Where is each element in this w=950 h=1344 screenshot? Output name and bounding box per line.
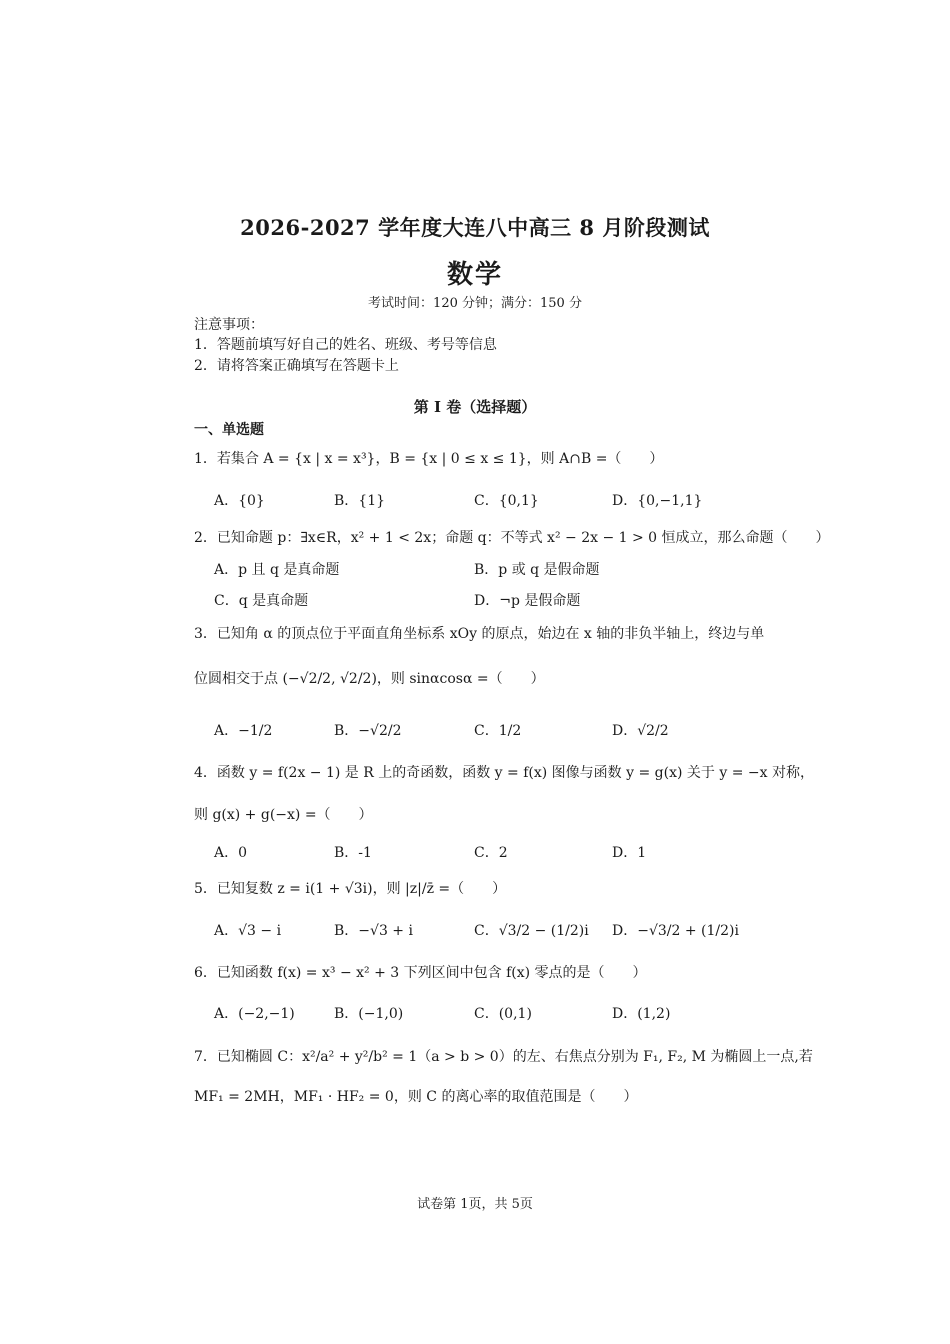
option-c: C．q 是真命题 <box>214 593 309 609</box>
part-heading: 一、单选题 <box>194 422 264 438</box>
notice-item: 1．答题前填写好自己的姓名、班级、考号等信息 <box>194 337 497 353</box>
option-c: C．2 <box>474 845 508 861</box>
exam-title: 2026-2027 学年度大连八中高三 8 月阶段测试 <box>240 215 710 240</box>
option-d: D．−√3/2 + (1/2)i <box>612 923 739 939</box>
option-c: C．(0,1) <box>474 1006 532 1022</box>
exam-info: 考试时间：120 分钟；满分：150 分 <box>368 296 582 311</box>
section-title: 第 I 卷（选择题） <box>413 398 537 416</box>
option-a: A．{0} <box>214 493 265 509</box>
option-a: A．−1/2 <box>214 723 273 739</box>
notice-heading: 注意事项： <box>194 317 264 333</box>
option-c: C．1/2 <box>474 723 522 739</box>
option-b: B．p 或 q 是假命题 <box>474 562 600 578</box>
option-d: D．¬p 是假命题 <box>474 593 581 609</box>
question-stem: 7．已知椭圆 C：x²/a² + y²/b² = 1（a > b > 0）的左、右焦点分别为 F₁, F₂, M 为椭圆上一点,若 <box>194 1049 813 1065</box>
question-stem-continued: 位圆相交于点 (−√2/2, √2/2)，则 sinαcosα =（ ） <box>194 671 545 687</box>
option-b: B．−√2/2 <box>334 723 402 739</box>
question-stem: 1．若集合 A = {x | x = x³}，B = {x | 0 ≤ x ≤ 1}，则 A∩B =（ ） <box>194 451 664 467</box>
option-c: C．{0,1} <box>474 493 539 509</box>
question-stem: 4．函数 y = f(2x − 1) 是 R 上的奇函数，函数 y = f(x) 图像与函数 y = g(x) 关于 y = −x 对称， <box>194 765 814 781</box>
option-a: A．p 且 q 是真命题 <box>214 562 340 578</box>
question-stem: 3．已知角 α 的顶点位于平面直角坐标系 xOy 的原点，始边在 x 轴的非负半轴上，终边与单 <box>194 626 765 642</box>
option-b: B．{1} <box>334 493 386 509</box>
option-a: A．√3 − i <box>214 923 282 939</box>
option-d: D．1 <box>612 845 647 861</box>
option-b: B．(−1,0) <box>334 1006 404 1022</box>
page-footer: 试卷第 1页，共 5页 <box>417 1197 533 1212</box>
subject-title: 数学 <box>446 260 503 290</box>
question-stem: 5．已知复数 z = i(1 + √3i)，则 |z|/z̄ =（ ） <box>194 881 507 897</box>
option-a: A．(−2,−1) <box>214 1006 295 1022</box>
notice-item: 2．请将答案正确填写在答题卡上 <box>194 358 399 374</box>
question-stem: 6．已知函数 f(x) = x³ − x² + 3 下列区间中包含 f(x) 零点的是（ ） <box>194 965 647 981</box>
option-d: D．{0,−1,1} <box>612 493 703 509</box>
option-d: D．(1,2) <box>612 1006 671 1022</box>
question-stem-continued: 则 g(x) + g(−x) =（ ） <box>194 807 373 823</box>
question-stem-continued: MF₁ = 2MH，MF₁ · HF₂ = 0，则 C 的离心率的取值范围是（ ） <box>194 1089 638 1105</box>
option-d: D．√2/2 <box>612 723 669 739</box>
option-c: C．√3/2 − (1/2)i <box>474 923 589 939</box>
option-b: B．-1 <box>334 845 372 861</box>
option-b: B．−√3 + i <box>334 923 413 939</box>
question-stem: 2．已知命题 p：∃x∈R，x² + 1 < 2x；命题 q：不等式 x² − 2x − 1 > 0 恒成立，那么命题（ ） <box>194 530 830 546</box>
option-a: A．0 <box>214 845 248 861</box>
